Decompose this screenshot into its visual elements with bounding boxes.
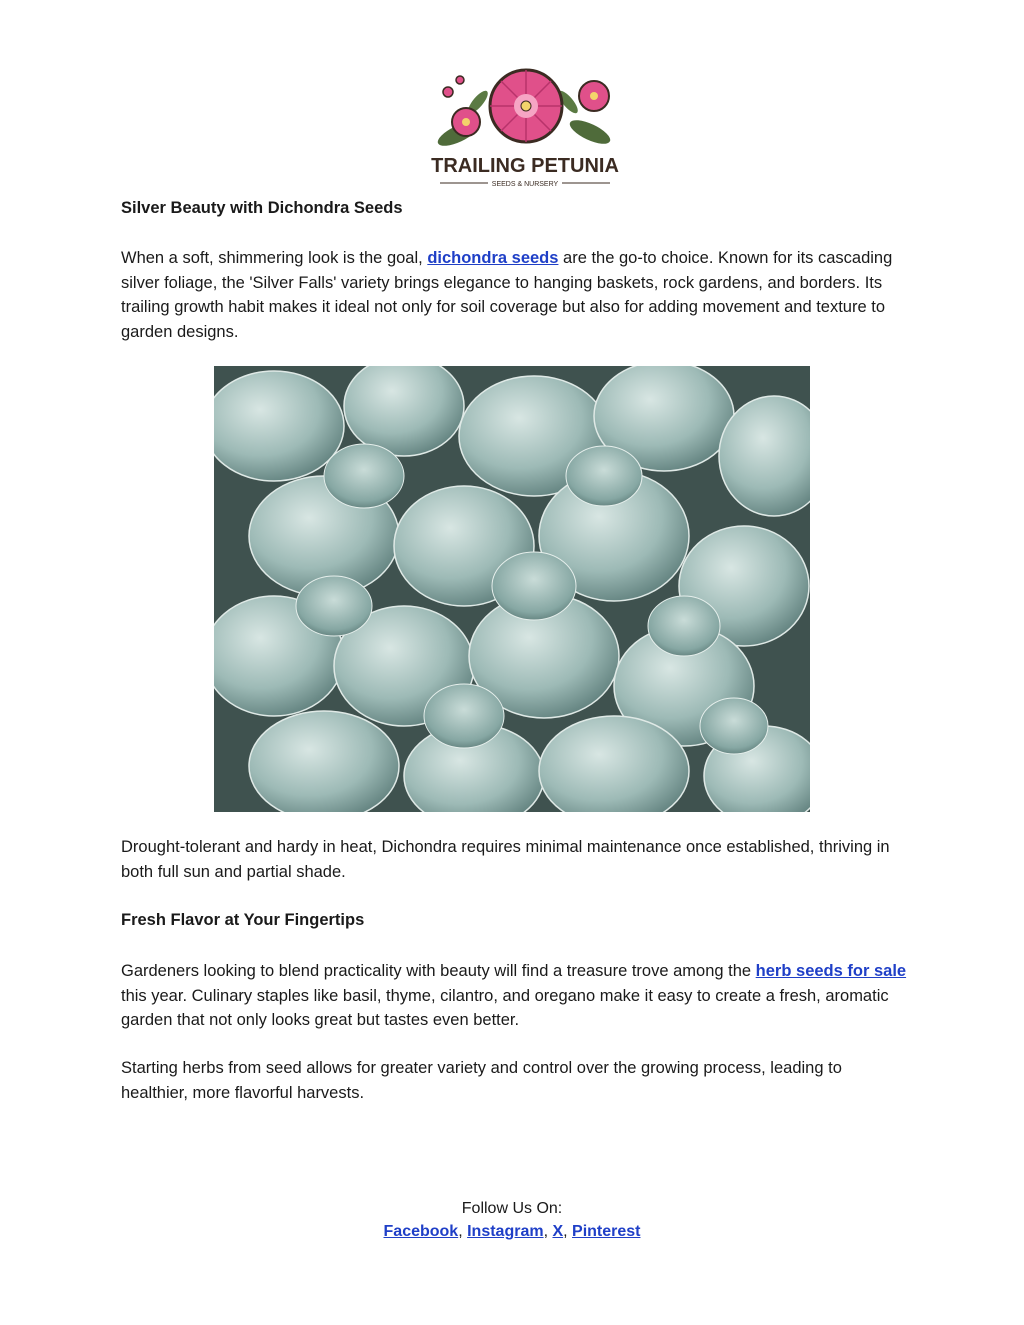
- svg-text:TRAILING PETUNIA: TRAILING PETUNIA: [431, 155, 619, 177]
- section-heading-dichondra: Silver Beauty with Dichondra Seeds: [121, 199, 403, 217]
- instagram-link[interactable]: Instagram: [467, 1223, 544, 1240]
- paragraph-text: When a soft, shimmering look is the goal,: [121, 249, 428, 267]
- x-link[interactable]: X: [552, 1223, 564, 1240]
- paragraph-herbs-growing: Starting herbs from seed allows for greater variety and control over the growing process, leading to healthier, more flavorful harvests.: [121, 1059, 842, 1102]
- paragraph-dichondra-care: Drought-tolerant and hardy in heat, Dichondra requires minimal maintenance once established, thriving in both full sun and partial shade.: [121, 838, 890, 881]
- paragraph-text: this year. Culinary staples like basil, thyme, cilantro, and oregano make it easy to create a fresh, aromatic garden that not only looks great but tastes even better.: [121, 986, 889, 1029]
- link-separator: ,: [563, 1223, 573, 1240]
- link-separator: ,: [543, 1223, 553, 1240]
- paragraph-text: are the go-to choice. Known for its cascading silver foliage, the 'Silver Falls' variety brings elegance to hanging baskets, rock gardens, and borders. Its trailing growth habit makes it ideal not only for soil coverage but also for adding movement and texture to garden designs.: [121, 249, 893, 341]
- paragraph-herbs-intro: [121, 959, 911, 1033]
- pinterest-link[interactable]: Pinterest: [572, 1223, 641, 1240]
- trailing-petunia-logo: [418, 62, 632, 190]
- petunia-flower-icon: [418, 62, 632, 190]
- dichondra-foliage-photo: [214, 366, 810, 812]
- facebook-link[interactable]: Facebook: [383, 1223, 459, 1240]
- social-links: [0, 1220, 1024, 1243]
- section-heading-herbs: Fresh Flavor at Your Fingertips: [121, 911, 365, 929]
- herb-seeds-link[interactable]: herb seeds for sale: [755, 962, 907, 980]
- paragraph-text: Gardeners looking to blend practicality with beauty will find a treasure trove among the: [121, 962, 756, 980]
- svg-text:SEEDS & NURSERY: SEEDS & NURSERY: [491, 181, 559, 188]
- paragraph-dichondra-intro: [121, 246, 911, 344]
- link-separator: ,: [458, 1223, 468, 1240]
- follow-us-label: Follow Us On:: [461, 1200, 563, 1217]
- dichondra-seeds-link[interactable]: dichondra seeds: [427, 249, 559, 267]
